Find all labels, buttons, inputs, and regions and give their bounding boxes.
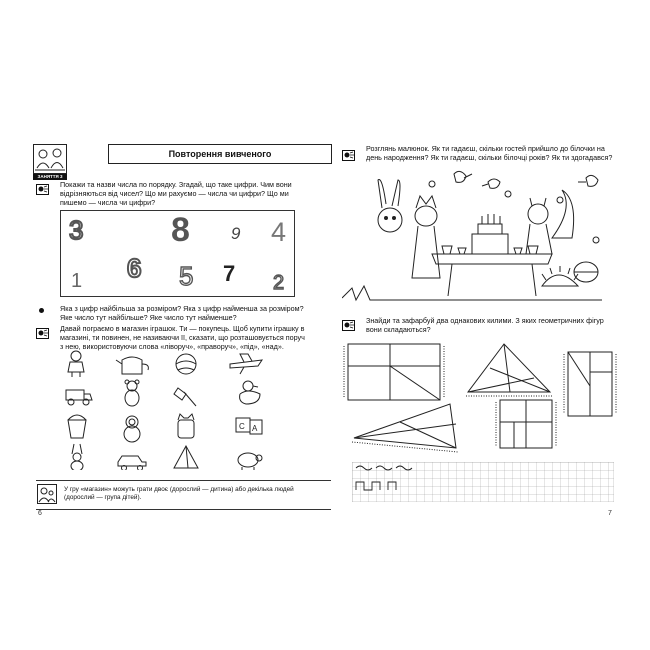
rabbit-toy	[71, 444, 83, 470]
duck-toy	[240, 381, 260, 404]
pyramid-toy	[174, 446, 198, 468]
pig-toy	[238, 453, 262, 470]
page-number: 7	[608, 510, 612, 517]
teapot-toy	[116, 357, 148, 374]
plane-toy	[230, 354, 262, 374]
digit: 3	[69, 215, 84, 245]
page-title: Повторення вивченого	[108, 144, 332, 164]
car-toy	[118, 456, 146, 470]
lesson-badge-icon	[33, 144, 67, 174]
bucket-toy	[68, 415, 86, 438]
digit: 1	[71, 270, 83, 292]
rugs-illustration	[340, 338, 620, 453]
digit: 7	[223, 261, 236, 286]
svg-text:C: C	[239, 422, 245, 431]
left-page	[30, 138, 314, 518]
rug-rectangle-2	[564, 352, 616, 416]
digit: 9	[231, 224, 241, 243]
digits-box	[60, 210, 295, 297]
cat-toy	[178, 414, 194, 438]
matryoshka-toy	[124, 416, 140, 442]
task2-text: Яка з цифр найбільша за розміром? Яка з цифр найменша за розміром? Яке число тут найбільше? Яке число тут найменше?	[60, 304, 304, 322]
task1-text: Покажи та назви числа по порядку. Згадай, що таке цифри. Чим вони відрізняються від чисел? Що ми рахуємо — числа чи цифри? Що ми пишемо — числа чи цифри?	[60, 180, 292, 207]
speaking-child-icon	[36, 182, 49, 193]
lesson-badge-label: ЗАНЯТТЯ 3	[33, 174, 67, 180]
bullet-icon	[39, 308, 44, 313]
digit: 5	[179, 261, 194, 291]
parent-note-icon	[37, 484, 57, 504]
task1-text: Розглянь малюнок. Як ти гадаєш, скільки гостей прийшло до білочки на день народження? Як ти гадаєш, скільки білочці років? Як ти здогадався?	[366, 144, 613, 162]
rug-triangle-2	[352, 404, 458, 452]
parent-note	[36, 480, 331, 510]
svg-text:A: A	[252, 424, 258, 433]
writing-grid[interactable]	[352, 462, 614, 502]
doll-toy	[68, 351, 84, 377]
digit: 4	[271, 217, 287, 247]
shovel-toy	[174, 388, 196, 406]
rug-triangle-1	[466, 344, 552, 396]
speaking-child-icon	[36, 326, 49, 337]
speaking-child-icon	[342, 148, 355, 159]
digit: 2	[273, 272, 285, 294]
rug-square	[496, 400, 556, 448]
blocks-toy	[236, 418, 262, 434]
toys-grid	[62, 350, 294, 470]
speaking-child-icon	[342, 318, 355, 329]
birthday-party-illustration	[342, 168, 617, 308]
rug-rectangle-1	[344, 344, 444, 400]
parent-note-text: У гру «магазин» можуть грати двоє (дорослий — дитина) або декілька людей (дорослий — група дітей).	[64, 486, 294, 501]
truck-toy	[66, 390, 92, 405]
digit: 8	[171, 211, 190, 249]
page-number: 6	[38, 510, 42, 517]
ball-toy	[176, 354, 196, 374]
right-page	[336, 138, 620, 518]
task2-text: Знайди та зафарбуй два однакових килими. З яких геометричних фігур вони складаються?	[366, 316, 604, 334]
task3-text: Давай пограємо в магазин іграшок. Ти — покупець. Щоб купити іграшку в магазині, ти повинен, не називаючи її, сказати, що розташовується поруч з нею, використовуючи слова «ліворуч», «праворуч», «під», «над».	[60, 324, 305, 351]
bear-toy	[125, 380, 139, 406]
digit: 6	[127, 253, 142, 283]
